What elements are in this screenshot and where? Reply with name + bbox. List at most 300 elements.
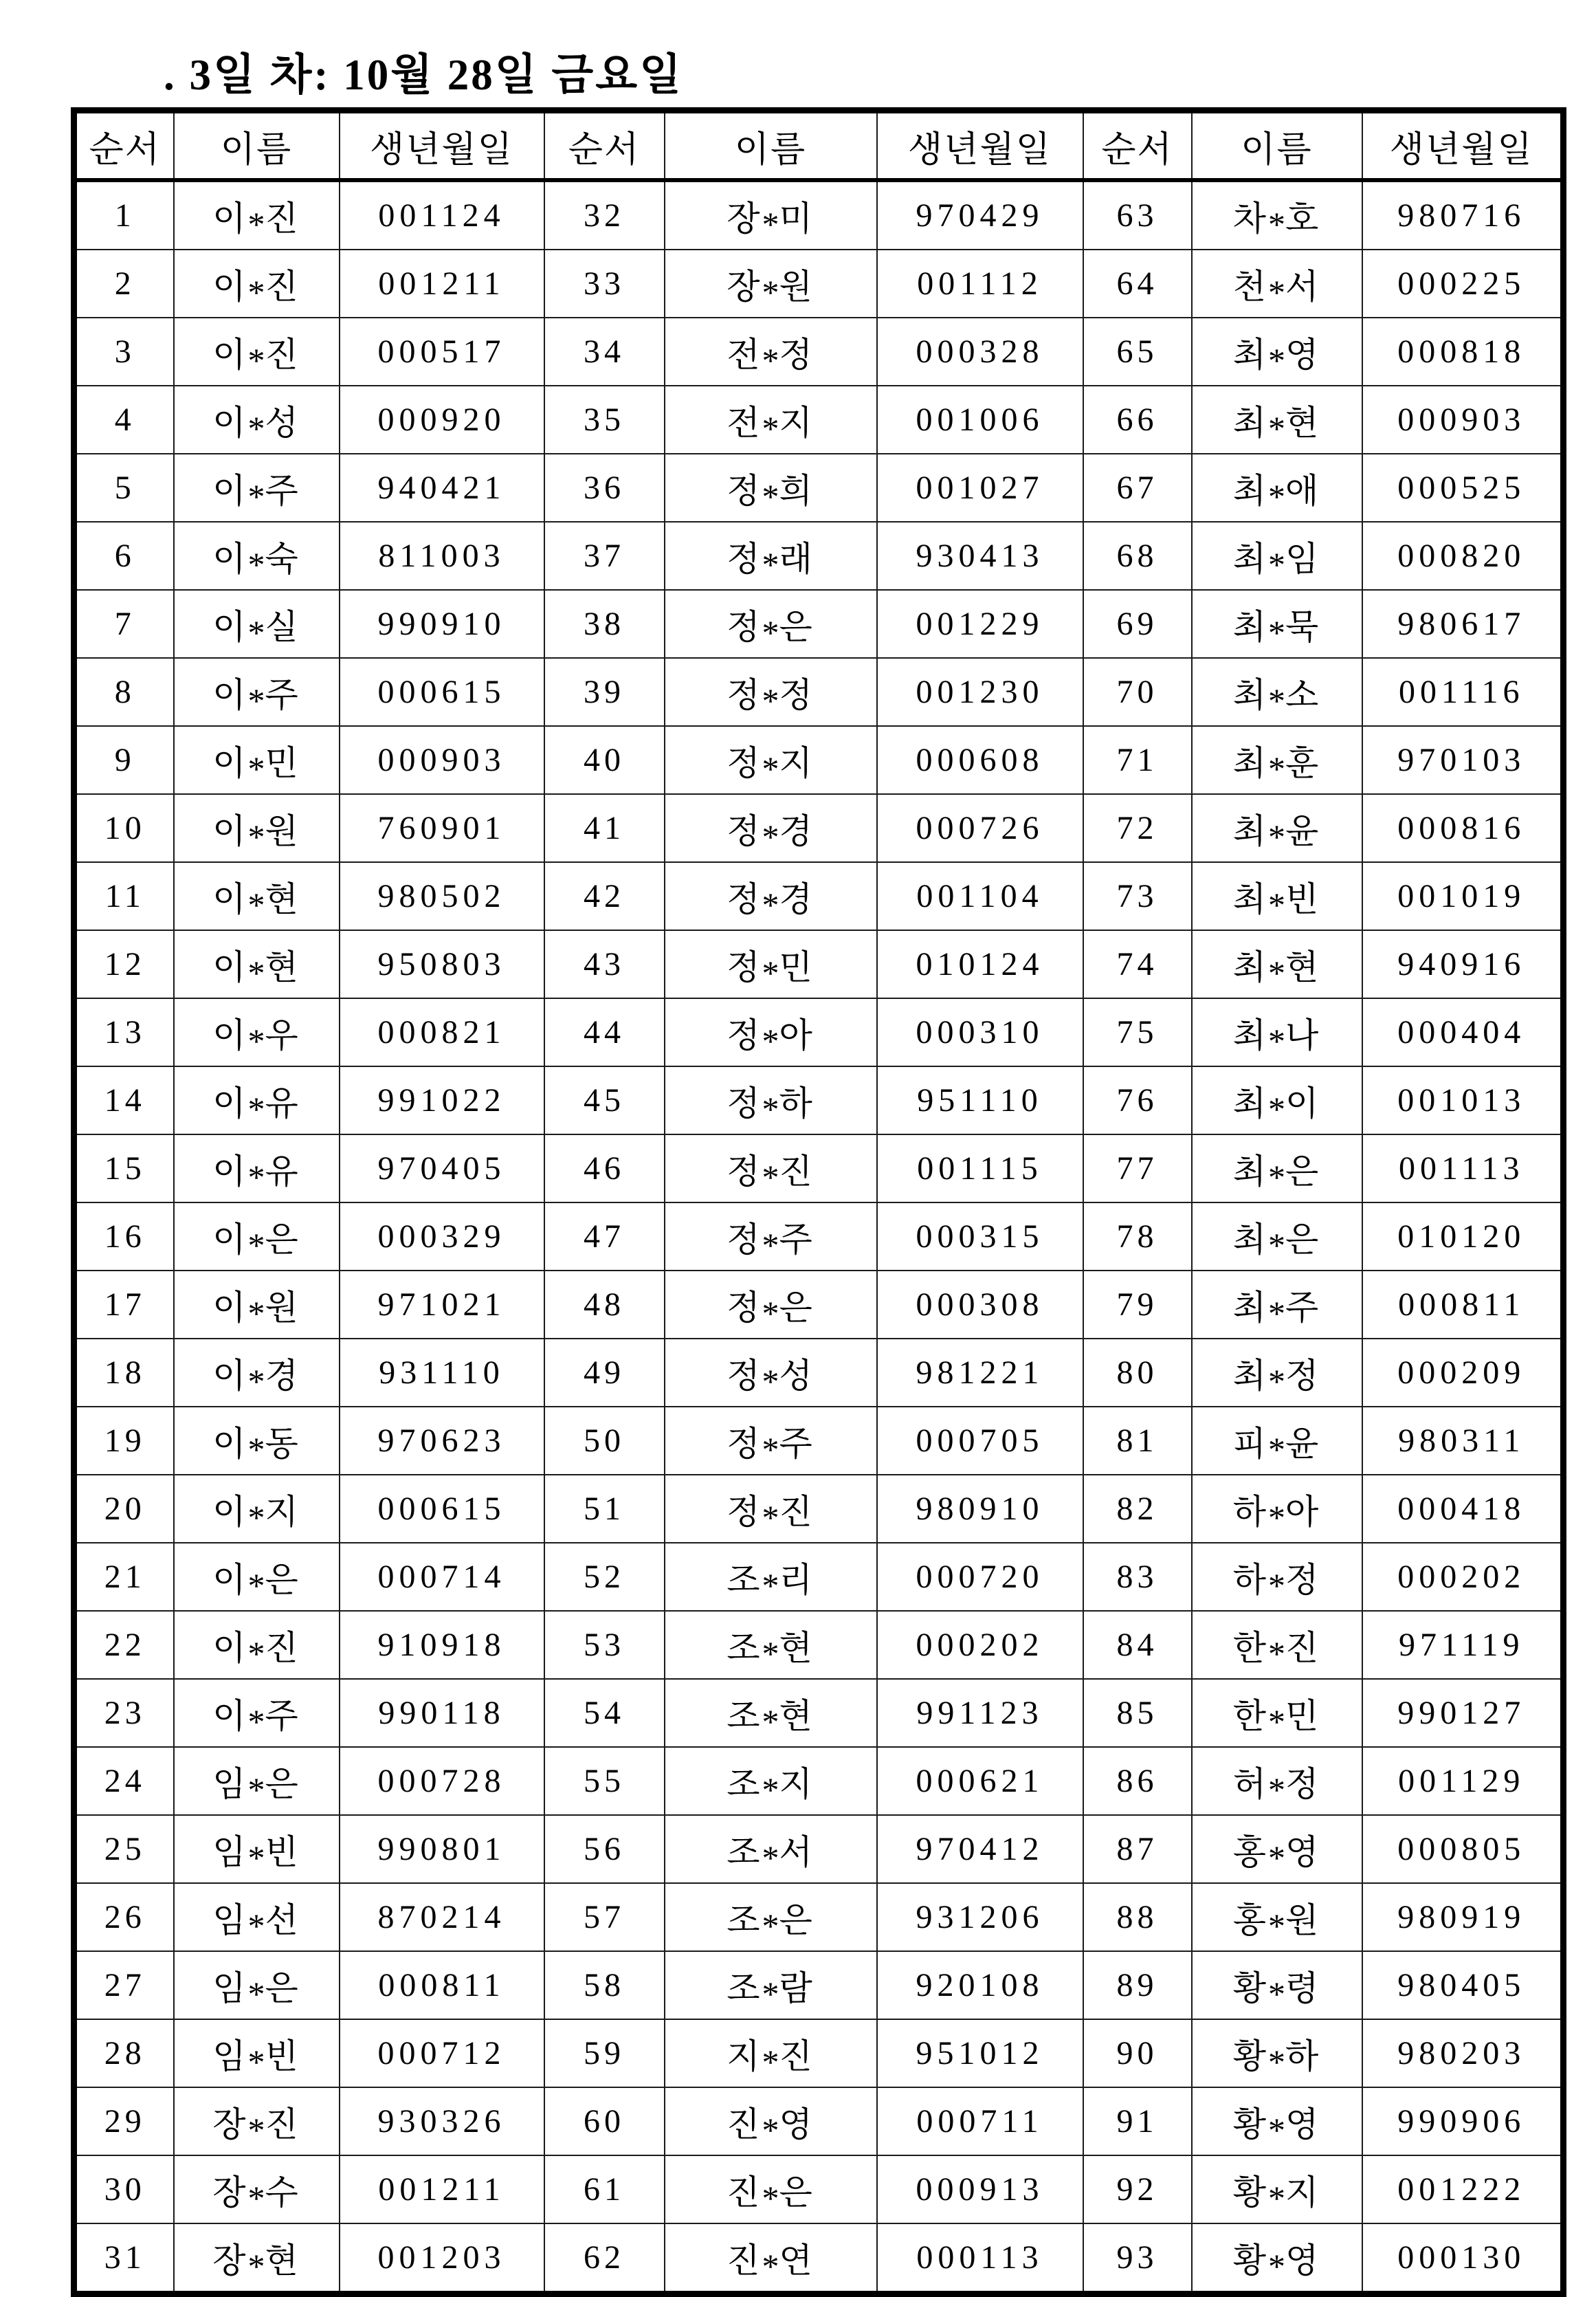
- masked-character: *: [1268, 1362, 1285, 1400]
- birthdate-cell: 931206: [877, 1883, 1083, 1951]
- birthdate-cell: 991123: [877, 1679, 1083, 1747]
- table-row: [74, 998, 1564, 1066]
- table-row: [74, 2155, 1564, 2223]
- birthdate-cell: 000816: [1362, 794, 1564, 862]
- masked-character: *: [1268, 477, 1285, 516]
- birthdate-cell: 001129: [1362, 1747, 1564, 1815]
- birthdate-cell: 940916: [1362, 930, 1564, 998]
- table-row: [74, 1339, 1564, 1407]
- order-cell: 57: [544, 1883, 665, 1951]
- birthdate-cell: 980311: [1362, 1407, 1564, 1475]
- masked-character: *: [247, 1566, 265, 1605]
- name-cell: 이*주: [174, 1679, 340, 1747]
- masked-character: *: [762, 2247, 779, 2285]
- birthdate-cell: 980502: [340, 862, 544, 930]
- masked-character: *: [247, 1838, 265, 1877]
- name-cell: 임*빈: [174, 1815, 340, 1883]
- masked-character: *: [762, 1430, 779, 1469]
- name-cell: 이*성: [174, 386, 340, 454]
- name-cell: 진*영: [665, 2087, 877, 2155]
- masked-character: *: [762, 545, 779, 584]
- order-cell: 26: [74, 1883, 174, 1951]
- masked-character: *: [762, 1362, 779, 1400]
- table-row: [74, 794, 1564, 862]
- birthdate-cell: 000202: [877, 1611, 1083, 1679]
- birthdate-cell: 980203: [1362, 2019, 1564, 2087]
- birthdate-cell: 000615: [340, 658, 544, 726]
- name-cell: 임*빈: [174, 2019, 340, 2087]
- name-cell: 황*지: [1192, 2155, 1362, 2223]
- order-cell: 36: [544, 454, 665, 522]
- birthdate-cell: 000328: [877, 318, 1083, 386]
- name-cell: 이*원: [174, 794, 340, 862]
- masked-character: *: [247, 1022, 265, 1060]
- masked-character: *: [1268, 1906, 1285, 1945]
- name-cell: 정*진: [665, 1134, 877, 1202]
- masked-character: *: [762, 409, 779, 448]
- name-cell: 정*희: [665, 454, 877, 522]
- name-cell: 이*현: [174, 930, 340, 998]
- order-cell: 41: [544, 794, 665, 862]
- birthdate-cell: 980617: [1362, 590, 1564, 658]
- name-cell: 이*진: [174, 1611, 340, 1679]
- order-cell: 85: [1083, 1679, 1192, 1747]
- birthdate-cell: 001230: [877, 658, 1083, 726]
- masked-character: *: [247, 1702, 265, 1741]
- table-row: [74, 862, 1564, 930]
- masked-character: *: [247, 817, 265, 856]
- name-cell: 최*정: [1192, 1339, 1362, 1407]
- masked-character: *: [247, 1634, 265, 1673]
- name-cell: 이*동: [174, 1407, 340, 1475]
- order-cell: 15: [74, 1134, 174, 1202]
- masked-character: *: [1268, 1702, 1285, 1741]
- table-row: [74, 180, 1564, 250]
- table-row: [74, 1407, 1564, 1475]
- order-cell: 21: [74, 1543, 174, 1611]
- birthdate-cell: 000920: [340, 386, 544, 454]
- birthdate-cell: 000525: [1362, 454, 1564, 522]
- name-cell: 조*현: [665, 1679, 877, 1747]
- order-cell: 10: [74, 794, 174, 862]
- birthdate-cell: 001115: [877, 1134, 1083, 1202]
- birthdate-cell: 001211: [340, 2155, 544, 2223]
- name-cell: 최*훈: [1192, 726, 1362, 794]
- masked-character: *: [762, 681, 779, 720]
- birthdate-cell: 000615: [340, 1475, 544, 1543]
- name-cell: 황*영: [1192, 2223, 1362, 2294]
- order-cell: 87: [1083, 1815, 1192, 1883]
- name-cell: 정*성: [665, 1339, 877, 1407]
- page-title: . 3일 차: 10월 28일 금요일: [164, 51, 683, 99]
- order-cell: 1: [74, 180, 174, 250]
- masked-character: *: [1268, 1566, 1285, 1605]
- table-row: [74, 2223, 1564, 2294]
- masked-character: *: [247, 1090, 265, 1128]
- masked-character: *: [247, 2111, 265, 2149]
- birthdate-cell: 971021: [340, 1271, 544, 1339]
- birthdate-cell: 000113: [877, 2223, 1083, 2294]
- table-row: [74, 1271, 1564, 1339]
- birthdate-cell: 001222: [1362, 2155, 1564, 2223]
- birthdate-cell: 980716: [1362, 180, 1564, 250]
- name-cell: 조*리: [665, 1543, 877, 1611]
- name-cell: 최*소: [1192, 658, 1362, 726]
- name-cell: 허*정: [1192, 1747, 1362, 1815]
- birthdate-cell: 931110: [340, 1339, 544, 1407]
- name-cell: 임*선: [174, 1883, 340, 1951]
- column-header-name-1: 이름: [174, 111, 340, 181]
- name-cell: 정*주: [665, 1202, 877, 1271]
- birthdate-cell: 000418: [1362, 1475, 1564, 1543]
- name-cell: 이*우: [174, 998, 340, 1066]
- order-cell: 93: [1083, 2223, 1192, 2294]
- order-cell: 11: [74, 862, 174, 930]
- birthdate-cell: 970412: [877, 1815, 1083, 1883]
- table-row: [74, 1951, 1564, 2019]
- masked-character: *: [247, 1975, 265, 2013]
- name-cell: 이*경: [174, 1339, 340, 1407]
- order-cell: 34: [544, 318, 665, 386]
- birthdate-cell: 970103: [1362, 726, 1564, 794]
- masked-character: *: [247, 1498, 265, 1537]
- order-cell: 81: [1083, 1407, 1192, 1475]
- order-cell: 28: [74, 2019, 174, 2087]
- masked-character: *: [762, 341, 779, 380]
- masked-character: *: [1268, 1634, 1285, 1673]
- masked-character: *: [1268, 613, 1285, 652]
- order-cell: 67: [1083, 454, 1192, 522]
- masked-character: *: [1268, 1770, 1285, 1809]
- birthdate-cell: 000308: [877, 1271, 1083, 1339]
- birthdate-cell: 001104: [877, 862, 1083, 930]
- order-cell: 13: [74, 998, 174, 1066]
- order-cell: 16: [74, 1202, 174, 1271]
- birthdate-cell: 001006: [877, 386, 1083, 454]
- birthdate-cell: 940421: [340, 454, 544, 522]
- birthdate-cell: 920108: [877, 1951, 1083, 2019]
- birthdate-cell: 001116: [1362, 658, 1564, 726]
- birthdate-cell: 760901: [340, 794, 544, 862]
- table-row: [74, 1747, 1564, 1815]
- order-cell: 49: [544, 1339, 665, 1407]
- birthdate-cell: 000811: [1362, 1271, 1564, 1339]
- masked-character: *: [247, 273, 265, 311]
- table-row: [74, 930, 1564, 998]
- masked-character: *: [247, 681, 265, 720]
- order-cell: 51: [544, 1475, 665, 1543]
- name-cell: 이*진: [174, 250, 340, 318]
- name-cell: 이*은: [174, 1202, 340, 1271]
- name-cell: 최*윤: [1192, 794, 1362, 862]
- masked-character: *: [247, 2043, 265, 2081]
- order-cell: 31: [74, 2223, 174, 2294]
- birthdate-cell: 970429: [877, 180, 1083, 250]
- birthdate-cell: 000811: [340, 1951, 544, 2019]
- name-cell: 이*주: [174, 658, 340, 726]
- order-cell: 46: [544, 1134, 665, 1202]
- birthdate-cell: 000820: [1362, 522, 1564, 590]
- birthdate-cell: 000329: [340, 1202, 544, 1271]
- birthdate-cell: 981221: [877, 1339, 1083, 1407]
- name-cell: 하*정: [1192, 1543, 1362, 1611]
- birthdate-cell: 000202: [1362, 1543, 1564, 1611]
- name-cell: 최*현: [1192, 386, 1362, 454]
- masked-character: *: [247, 1226, 265, 1264]
- table-row: [74, 1679, 1564, 1747]
- name-cell: 정*지: [665, 726, 877, 794]
- birthdate-cell: 010124: [877, 930, 1083, 998]
- name-cell: 정*래: [665, 522, 877, 590]
- order-cell: 24: [74, 1747, 174, 1815]
- order-cell: 5: [74, 454, 174, 522]
- masked-character: *: [1268, 681, 1285, 720]
- name-cell: 홍*원: [1192, 1883, 1362, 1951]
- order-cell: 84: [1083, 1611, 1192, 1679]
- birthdate-cell: 951012: [877, 2019, 1083, 2087]
- birthdate-cell: 971119: [1362, 1611, 1564, 1679]
- masked-character: *: [1268, 2247, 1285, 2285]
- masked-character: *: [1268, 341, 1285, 380]
- order-cell: 43: [544, 930, 665, 998]
- masked-character: *: [1268, 1294, 1285, 1332]
- table-row: [74, 454, 1564, 522]
- name-cell: 하*아: [1192, 1475, 1362, 1543]
- column-header-name-2: 이름: [665, 111, 877, 181]
- order-cell: 22: [74, 1611, 174, 1679]
- name-cell: 정*경: [665, 794, 877, 862]
- masked-character: *: [762, 954, 779, 992]
- table-row: [74, 1134, 1564, 1202]
- name-cell: 정*민: [665, 930, 877, 998]
- masked-character: *: [1268, 954, 1285, 992]
- order-cell: 83: [1083, 1543, 1192, 1611]
- name-cell: 차*호: [1192, 180, 1362, 250]
- order-cell: 56: [544, 1815, 665, 1883]
- name-cell: 최*은: [1192, 1134, 1362, 1202]
- order-cell: 66: [1083, 386, 1192, 454]
- birthdate-cell: 001019: [1362, 862, 1564, 930]
- birthdate-cell: 000805: [1362, 1815, 1564, 1883]
- birthdate-cell: 000728: [340, 1747, 544, 1815]
- order-cell: 44: [544, 998, 665, 1066]
- order-cell: 82: [1083, 1475, 1192, 1543]
- masked-character: *: [762, 205, 779, 243]
- masked-character: *: [247, 1430, 265, 1469]
- name-cell: 이*원: [174, 1271, 340, 1339]
- masked-character: *: [762, 1226, 779, 1264]
- masked-character: *: [1268, 1975, 1285, 2013]
- masked-character: *: [1268, 409, 1285, 448]
- masked-character: *: [247, 409, 265, 448]
- order-cell: 61: [544, 2155, 665, 2223]
- masked-character: *: [247, 1294, 265, 1332]
- column-header-birthdate-3: 생년월일: [1362, 111, 1564, 181]
- name-cell: 조*지: [665, 1747, 877, 1815]
- name-cell: 최*애: [1192, 454, 1362, 522]
- table-row: [74, 658, 1564, 726]
- birthdate-cell: 000726: [877, 794, 1083, 862]
- table-row: [74, 1883, 1564, 1951]
- name-cell: 이*진: [174, 318, 340, 386]
- order-cell: 91: [1083, 2087, 1192, 2155]
- birthdate-cell: 991022: [340, 1066, 544, 1134]
- masked-character: *: [247, 749, 265, 788]
- birthdate-cell: 000821: [340, 998, 544, 1066]
- birthdate-cell: 980919: [1362, 1883, 1564, 1951]
- column-header-birthdate-1: 생년월일: [340, 111, 544, 181]
- name-cell: 장*미: [665, 180, 877, 250]
- table-row: [74, 1475, 1564, 1543]
- birthdate-cell: 990127: [1362, 1679, 1564, 1747]
- masked-character: *: [762, 613, 779, 652]
- masked-character: *: [762, 1566, 779, 1605]
- masked-character: *: [762, 1090, 779, 1128]
- name-cell: 조*람: [665, 1951, 877, 2019]
- name-cell: 정*은: [665, 590, 877, 658]
- order-cell: 8: [74, 658, 174, 726]
- masked-character: *: [762, 2043, 779, 2081]
- masked-character: *: [762, 1906, 779, 1945]
- masked-character: *: [762, 817, 779, 856]
- name-cell: 조*은: [665, 1883, 877, 1951]
- name-cell: 최*은: [1192, 1202, 1362, 1271]
- table-row: [74, 318, 1564, 386]
- masked-character: *: [762, 1838, 779, 1877]
- order-cell: 79: [1083, 1271, 1192, 1339]
- order-cell: 20: [74, 1475, 174, 1543]
- birthdate-cell: 980405: [1362, 1951, 1564, 2019]
- name-cell: 최*영: [1192, 318, 1362, 386]
- masked-character: *: [1268, 545, 1285, 584]
- birthdate-cell: 970623: [340, 1407, 544, 1475]
- masked-character: *: [1268, 1838, 1285, 1877]
- table-body: [74, 180, 1564, 2294]
- name-cell: 조*서: [665, 1815, 877, 1883]
- name-cell: 정*경: [665, 862, 877, 930]
- column-header-name-3: 이름: [1192, 111, 1362, 181]
- birthdate-cell: 001124: [340, 180, 544, 250]
- birthdate-cell: 000705: [877, 1407, 1083, 1475]
- name-cell: 이*유: [174, 1134, 340, 1202]
- name-cell: 최*주: [1192, 1271, 1362, 1339]
- table-row: [74, 1202, 1564, 1271]
- order-cell: 48: [544, 1271, 665, 1339]
- table-row: [74, 1543, 1564, 1611]
- name-cell: 장*수: [174, 2155, 340, 2223]
- masked-character: *: [247, 954, 265, 992]
- masked-character: *: [247, 1770, 265, 1809]
- table-row: [74, 250, 1564, 318]
- column-header-order-3: 순서: [1083, 111, 1192, 181]
- birthdate-cell: 910918: [340, 1611, 544, 1679]
- name-cell: 진*연: [665, 2223, 877, 2294]
- name-cell: 이*민: [174, 726, 340, 794]
- name-cell: 이*지: [174, 1475, 340, 1543]
- order-cell: 73: [1083, 862, 1192, 930]
- table-row: [74, 1611, 1564, 1679]
- masked-character: *: [762, 2111, 779, 2149]
- column-header-order-2: 순서: [544, 111, 665, 181]
- name-cell: 장*원: [665, 250, 877, 318]
- masked-character: *: [762, 273, 779, 311]
- order-cell: 74: [1083, 930, 1192, 998]
- birthdate-cell: 990801: [340, 1815, 544, 1883]
- masked-character: *: [1268, 1158, 1285, 1196]
- order-cell: 63: [1083, 180, 1192, 250]
- order-cell: 75: [1083, 998, 1192, 1066]
- birthdate-cell: 990910: [340, 590, 544, 658]
- order-cell: 88: [1083, 1883, 1192, 1951]
- order-cell: 80: [1083, 1339, 1192, 1407]
- order-cell: 54: [544, 1679, 665, 1747]
- order-cell: 58: [544, 1951, 665, 2019]
- birthdate-cell: 000404: [1362, 998, 1564, 1066]
- birthdate-cell: 001229: [877, 590, 1083, 658]
- name-cell: 정*정: [665, 658, 877, 726]
- order-cell: 68: [1083, 522, 1192, 590]
- name-cell: 한*진: [1192, 1611, 1362, 1679]
- masked-character: *: [762, 1294, 779, 1332]
- order-cell: 65: [1083, 318, 1192, 386]
- name-cell: 천*서: [1192, 250, 1362, 318]
- name-cell: 이*은: [174, 1543, 340, 1611]
- masked-character: *: [762, 1634, 779, 1673]
- masked-character: *: [1268, 2043, 1285, 2081]
- name-cell: 이*주: [174, 454, 340, 522]
- masked-character: *: [1268, 1090, 1285, 1128]
- order-cell: 72: [1083, 794, 1192, 862]
- order-cell: 7: [74, 590, 174, 658]
- birthdate-cell: 950803: [340, 930, 544, 998]
- name-cell: 황*하: [1192, 2019, 1362, 2087]
- masked-character: *: [762, 2179, 779, 2217]
- birthdate-cell: 000209: [1362, 1339, 1564, 1407]
- order-cell: 37: [544, 522, 665, 590]
- name-cell: 이*실: [174, 590, 340, 658]
- name-cell: 조*현: [665, 1611, 877, 1679]
- order-cell: 71: [1083, 726, 1192, 794]
- name-cell: 최*나: [1192, 998, 1362, 1066]
- order-cell: 55: [544, 1747, 665, 1815]
- order-cell: 76: [1083, 1066, 1192, 1134]
- birthdate-cell: 000130: [1362, 2223, 1564, 2294]
- order-cell: 14: [74, 1066, 174, 1134]
- masked-character: *: [762, 886, 779, 924]
- name-cell: 전*지: [665, 386, 877, 454]
- table-row: [74, 1815, 1564, 1883]
- masked-character: *: [1268, 1022, 1285, 1060]
- masked-character: *: [247, 2179, 265, 2217]
- birthdate-cell: 000720: [877, 1543, 1083, 1611]
- name-cell: 임*은: [174, 1951, 340, 2019]
- order-cell: 86: [1083, 1747, 1192, 1815]
- masked-character: *: [247, 341, 265, 380]
- birthdate-cell: 000818: [1362, 318, 1564, 386]
- order-cell: 19: [74, 1407, 174, 1475]
- order-cell: 77: [1083, 1134, 1192, 1202]
- birthdate-cell: 930326: [340, 2087, 544, 2155]
- order-cell: 35: [544, 386, 665, 454]
- order-cell: 92: [1083, 2155, 1192, 2223]
- name-cell: 이*현: [174, 862, 340, 930]
- order-cell: 29: [74, 2087, 174, 2155]
- birthdate-cell: 000310: [877, 998, 1083, 1066]
- masked-character: *: [247, 1158, 265, 1196]
- order-cell: 62: [544, 2223, 665, 2294]
- masked-character: *: [1268, 1498, 1285, 1537]
- masked-character: *: [1268, 1226, 1285, 1264]
